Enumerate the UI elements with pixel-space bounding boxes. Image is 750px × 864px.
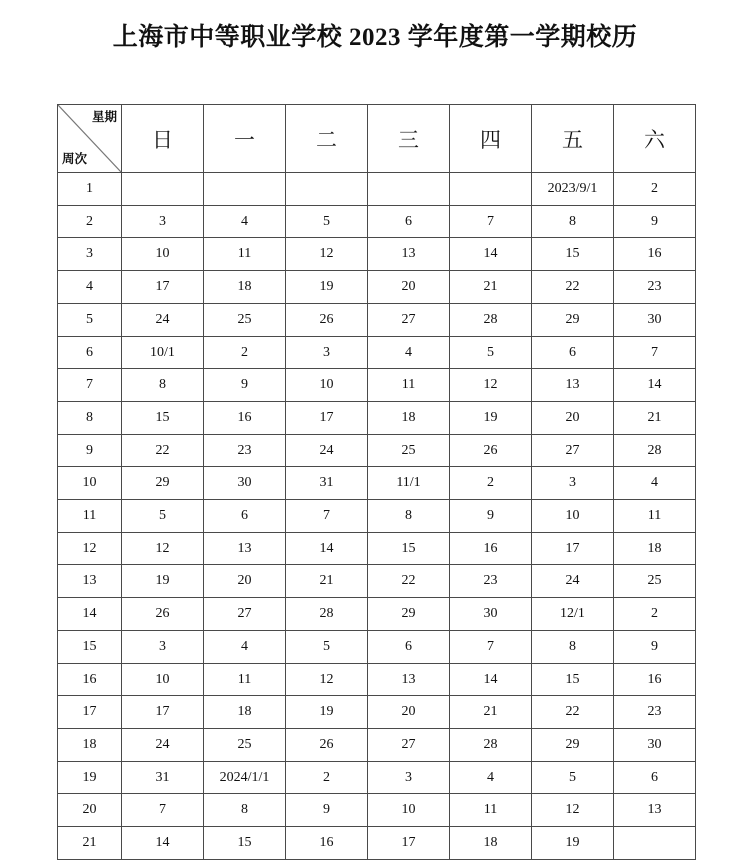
week-number-cell: 8	[58, 401, 122, 434]
week-number-cell: 9	[58, 434, 122, 467]
date-cell: 9	[450, 500, 532, 533]
week-number-cell: 5	[58, 303, 122, 336]
date-cell: 8	[532, 205, 614, 238]
day-header-monday: 一	[204, 105, 286, 173]
week-number-cell: 19	[58, 761, 122, 794]
date-cell	[122, 173, 204, 206]
date-cell: 3	[532, 467, 614, 500]
week-number-cell: 18	[58, 728, 122, 761]
date-cell: 29	[368, 598, 450, 631]
date-cell: 21	[286, 565, 368, 598]
date-cell: 15	[368, 532, 450, 565]
date-cell: 16	[614, 663, 696, 696]
date-cell: 16	[614, 238, 696, 271]
date-cell: 14	[450, 663, 532, 696]
date-cell: 25	[368, 434, 450, 467]
date-cell: 29	[532, 303, 614, 336]
week-number-cell: 15	[58, 630, 122, 663]
table-row	[58, 696, 696, 729]
date-cell: 9	[286, 794, 368, 827]
date-cell: 11	[450, 794, 532, 827]
date-cell: 23	[614, 271, 696, 304]
date-cell: 15	[532, 663, 614, 696]
table-row	[58, 630, 696, 663]
date-cell: 18	[614, 532, 696, 565]
date-cell: 14	[286, 532, 368, 565]
table-row	[58, 532, 696, 565]
date-cell: 30	[450, 598, 532, 631]
corner-header-cell	[58, 105, 122, 173]
date-cell: 17	[122, 271, 204, 304]
date-cell: 6	[368, 205, 450, 238]
date-cell	[614, 827, 696, 860]
date-cell	[368, 173, 450, 206]
date-cell: 6	[368, 630, 450, 663]
date-cell: 13	[368, 663, 450, 696]
date-cell: 10	[122, 663, 204, 696]
date-cell: 7	[450, 630, 532, 663]
date-cell: 20	[532, 401, 614, 434]
table-row	[58, 303, 696, 336]
date-cell: 15	[532, 238, 614, 271]
date-cell: 4	[368, 336, 450, 369]
date-cell: 31	[122, 761, 204, 794]
date-cell: 24	[122, 728, 204, 761]
table-row	[58, 205, 696, 238]
date-cell: 21	[614, 401, 696, 434]
date-cell: 6	[204, 500, 286, 533]
date-cell: 19	[532, 827, 614, 860]
date-cell: 22	[368, 565, 450, 598]
date-cell	[204, 173, 286, 206]
date-cell: 19	[122, 565, 204, 598]
table-row	[58, 565, 696, 598]
date-cell: 4	[450, 761, 532, 794]
date-cell: 14	[614, 369, 696, 402]
date-cell: 30	[204, 467, 286, 500]
date-cell: 11/1	[368, 467, 450, 500]
date-cell: 8	[532, 630, 614, 663]
date-cell: 8	[204, 794, 286, 827]
table-row	[58, 369, 696, 402]
week-number-cell: 14	[58, 598, 122, 631]
date-cell: 2	[614, 598, 696, 631]
date-cell: 5	[532, 761, 614, 794]
table-row	[58, 728, 696, 761]
date-cell: 2	[614, 173, 696, 206]
date-cell: 18	[368, 401, 450, 434]
date-cell: 17	[286, 401, 368, 434]
date-cell: 12	[122, 532, 204, 565]
date-cell: 26	[122, 598, 204, 631]
date-cell: 11	[614, 500, 696, 533]
date-cell: 9	[614, 205, 696, 238]
day-header-tuesday: 二	[286, 105, 368, 173]
week-number-cell: 21	[58, 827, 122, 860]
date-cell: 24	[286, 434, 368, 467]
week-number-cell: 17	[58, 696, 122, 729]
date-cell: 4	[204, 630, 286, 663]
date-cell: 3	[122, 205, 204, 238]
date-cell: 2	[450, 467, 532, 500]
table-row	[58, 434, 696, 467]
table-row	[58, 238, 696, 271]
date-cell: 2	[286, 761, 368, 794]
date-cell: 4	[204, 205, 286, 238]
date-cell: 12/1	[532, 598, 614, 631]
date-cell: 10	[122, 238, 204, 271]
date-cell: 24	[122, 303, 204, 336]
date-cell: 11	[204, 663, 286, 696]
date-cell: 15	[122, 401, 204, 434]
date-cell: 13	[532, 369, 614, 402]
table-row	[58, 500, 696, 533]
date-cell: 22	[532, 271, 614, 304]
date-cell: 16	[204, 401, 286, 434]
date-cell: 29	[532, 728, 614, 761]
date-cell: 26	[450, 434, 532, 467]
date-cell: 8	[368, 500, 450, 533]
date-cell: 19	[450, 401, 532, 434]
table-row	[58, 467, 696, 500]
table-row	[58, 271, 696, 304]
date-cell: 28	[614, 434, 696, 467]
date-cell: 13	[614, 794, 696, 827]
header-row	[58, 105, 696, 173]
date-cell: 9	[614, 630, 696, 663]
date-cell: 10	[532, 500, 614, 533]
table-body	[58, 173, 696, 860]
date-cell: 4	[614, 467, 696, 500]
corner-weekday-label: 星期	[91, 110, 117, 124]
date-cell	[286, 173, 368, 206]
table-row	[58, 794, 696, 827]
date-cell: 27	[204, 598, 286, 631]
date-cell: 27	[368, 728, 450, 761]
corner-inner	[58, 105, 121, 172]
date-cell: 12	[532, 794, 614, 827]
date-cell: 27	[532, 434, 614, 467]
date-cell: 12	[450, 369, 532, 402]
date-cell: 10/1	[122, 336, 204, 369]
date-cell: 29	[122, 467, 204, 500]
date-cell: 28	[450, 303, 532, 336]
date-cell	[450, 173, 532, 206]
date-cell: 13	[204, 532, 286, 565]
date-cell: 24	[532, 565, 614, 598]
date-cell: 14	[122, 827, 204, 860]
day-header-saturday: 六	[614, 105, 696, 173]
date-cell: 22	[122, 434, 204, 467]
date-cell: 5	[286, 630, 368, 663]
week-number-cell: 11	[58, 500, 122, 533]
date-cell: 22	[532, 696, 614, 729]
date-cell: 18	[450, 827, 532, 860]
date-cell: 2023/9/1	[532, 173, 614, 206]
date-cell: 21	[450, 271, 532, 304]
table-row	[58, 598, 696, 631]
date-cell: 13	[368, 238, 450, 271]
date-cell: 28	[450, 728, 532, 761]
date-cell: 18	[204, 696, 286, 729]
date-cell: 26	[286, 303, 368, 336]
table-row	[58, 761, 696, 794]
table-row	[58, 401, 696, 434]
date-cell: 19	[286, 696, 368, 729]
week-number-cell: 10	[58, 467, 122, 500]
day-header-sunday: 日	[122, 105, 204, 173]
page-title: 上海市中等职业学校 2023 学年度第一学期校历	[112, 24, 638, 51]
date-cell: 25	[204, 303, 286, 336]
date-cell: 28	[286, 598, 368, 631]
academic-calendar-table	[57, 104, 696, 860]
date-cell: 17	[122, 696, 204, 729]
date-cell: 25	[614, 565, 696, 598]
date-cell: 8	[122, 369, 204, 402]
table-row	[58, 663, 696, 696]
date-cell: 12	[286, 663, 368, 696]
week-number-cell: 7	[58, 369, 122, 402]
week-number-cell: 13	[58, 565, 122, 598]
date-cell: 23	[204, 434, 286, 467]
week-number-cell: 2	[58, 205, 122, 238]
date-cell: 5	[286, 205, 368, 238]
date-cell: 12	[286, 238, 368, 271]
week-number-cell: 6	[58, 336, 122, 369]
date-cell: 25	[204, 728, 286, 761]
day-header-friday: 五	[532, 105, 614, 173]
date-cell: 17	[368, 827, 450, 860]
date-cell: 6	[614, 761, 696, 794]
date-cell: 2024/1/1	[204, 761, 286, 794]
week-number-cell: 20	[58, 794, 122, 827]
corner-weeknumber-label: 周次	[62, 151, 88, 166]
week-number-cell: 4	[58, 271, 122, 304]
date-cell: 17	[532, 532, 614, 565]
date-cell: 21	[450, 696, 532, 729]
date-cell: 20	[368, 271, 450, 304]
date-cell: 23	[450, 565, 532, 598]
date-cell: 18	[204, 271, 286, 304]
calendar-container	[57, 104, 695, 860]
date-cell: 20	[204, 565, 286, 598]
date-cell: 20	[368, 696, 450, 729]
table-row	[58, 173, 696, 206]
date-cell: 19	[286, 271, 368, 304]
date-cell: 10	[286, 369, 368, 402]
day-header-wednesday: 三	[368, 105, 450, 173]
table-head	[58, 105, 696, 173]
week-number-cell: 1	[58, 173, 122, 206]
date-cell: 10	[368, 794, 450, 827]
date-cell: 16	[450, 532, 532, 565]
date-cell: 3	[286, 336, 368, 369]
date-cell: 9	[204, 369, 286, 402]
table-row	[58, 336, 696, 369]
date-cell: 31	[286, 467, 368, 500]
day-header-thursday: 四	[450, 105, 532, 173]
date-cell: 7	[286, 500, 368, 533]
date-cell: 2	[204, 336, 286, 369]
date-cell: 23	[614, 696, 696, 729]
date-cell: 3	[368, 761, 450, 794]
week-number-cell: 3	[58, 238, 122, 271]
date-cell: 7	[614, 336, 696, 369]
date-cell: 30	[614, 728, 696, 761]
date-cell: 15	[204, 827, 286, 860]
date-cell: 5	[122, 500, 204, 533]
table-row	[58, 827, 696, 860]
week-number-cell: 16	[58, 663, 122, 696]
date-cell: 26	[286, 728, 368, 761]
date-cell: 27	[368, 303, 450, 336]
date-cell: 3	[122, 630, 204, 663]
date-cell: 30	[614, 303, 696, 336]
date-cell: 16	[286, 827, 368, 860]
date-cell: 7	[450, 205, 532, 238]
date-cell: 6	[532, 336, 614, 369]
date-cell: 11	[204, 238, 286, 271]
date-cell: 7	[122, 794, 204, 827]
date-cell: 14	[450, 238, 532, 271]
date-cell: 11	[368, 369, 450, 402]
date-cell: 5	[450, 336, 532, 369]
week-number-cell: 12	[58, 532, 122, 565]
